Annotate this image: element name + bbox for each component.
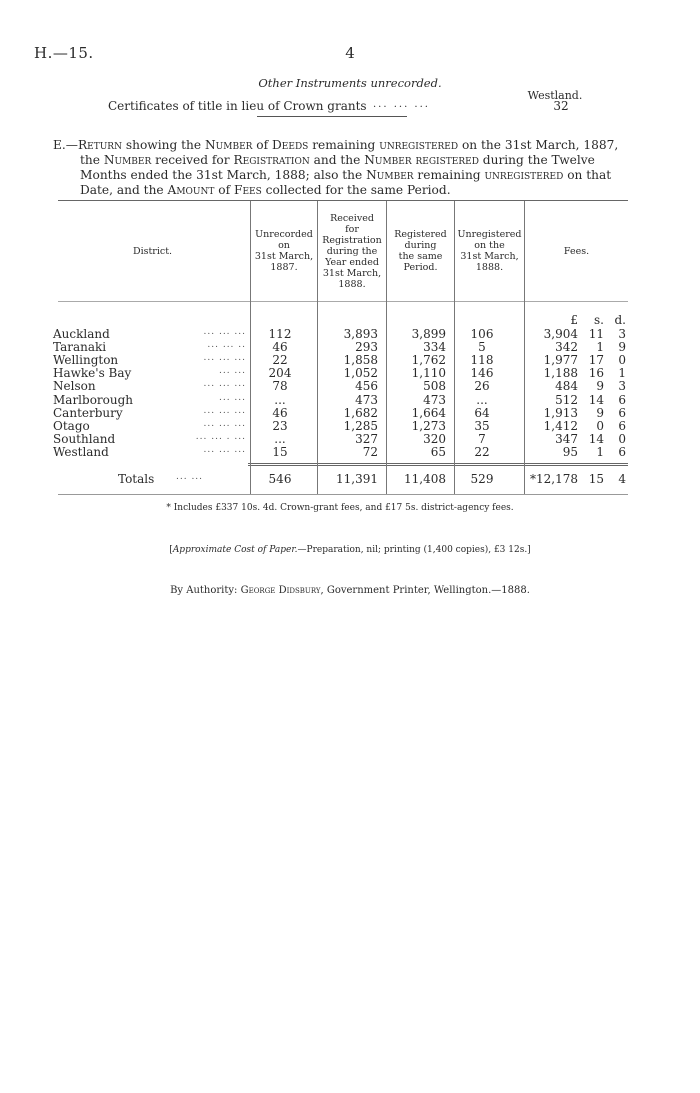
pence-cell: 3 — [618, 327, 626, 341]
header-received: Received for Registration during the Year ended 31st March, 1888. — [322, 213, 382, 290]
received-cell: 1,682 — [343, 405, 378, 420]
shillings-cell: 0 — [596, 418, 604, 433]
district-name: Otago — [53, 418, 90, 433]
pounds-cell: 342 — [555, 340, 578, 355]
cost-note: [Approximate Cost of Paper.—Preparation, nil; printing (1,400 copies), £3 12s.] — [169, 545, 531, 555]
registered-cell: 508 — [423, 379, 446, 394]
unrecorded-cell: 78 — [272, 379, 288, 394]
unregistered-cell: 5 — [478, 340, 486, 355]
unrecorded-cell: 546 — [268, 472, 292, 486]
pence-cell: 4 — [618, 472, 626, 486]
registered-cell: 320 — [423, 431, 446, 446]
unregistered-cell: 106 — [470, 327, 494, 341]
shillings-cell: 1 — [596, 340, 604, 355]
shillings-label: s. — [594, 313, 604, 327]
unregistered-cell: 64 — [474, 405, 490, 420]
unrecorded-cell: 22 — [272, 353, 288, 368]
pounds-cell: 3,904 — [543, 327, 578, 341]
unrecorded-cell: ... — [274, 392, 286, 407]
header-bottom-rule — [58, 301, 628, 302]
return-line: Months ended the 31st March, 1888; also the Number remaining unregistered on that — [80, 168, 612, 182]
pence-cell: 0 — [618, 353, 626, 368]
received-cell: 473 — [355, 392, 378, 407]
pence-cell: 6 — [618, 418, 626, 433]
shillings-cell: 9 — [596, 379, 604, 394]
table-row — [0, 406, 700, 419]
pounds-cell: 1,188 — [543, 366, 578, 381]
shillings-cell: 11 — [588, 327, 604, 341]
return-line: E.—Return showing the Number of Deeds remaining unregistered on the 31st March, 1887, — [53, 138, 619, 152]
table-bottom-rule — [58, 494, 628, 495]
district-name: Nelson — [53, 379, 96, 394]
return-line: Date, and the Amount of Fees collected for the same Period. — [80, 183, 451, 197]
table-row — [0, 353, 700, 366]
unregistered-cell: ... — [476, 392, 488, 407]
table-row — [0, 432, 700, 445]
district-name: Southland — [53, 431, 116, 446]
pounds-label: £ — [570, 313, 578, 327]
table-row — [0, 445, 700, 458]
totals-label: Totals — [118, 472, 155, 486]
totals-top-rule — [248, 463, 628, 464]
received-cell: 3,893 — [343, 327, 378, 341]
table-row — [0, 366, 700, 379]
pounds-cell: 1,977 — [543, 353, 578, 368]
table-row — [0, 327, 700, 340]
received-cell: 456 — [355, 379, 378, 394]
totals-top-rule-double — [248, 465, 628, 466]
document-reference: H.—15. — [34, 44, 94, 62]
leader-dots: ... ... ... — [203, 405, 246, 416]
totals-line — [0, 472, 700, 485]
received-cell: 1,052 — [343, 366, 378, 381]
leader-dots: ... ... ... — [203, 444, 246, 455]
leader-dots: ... ... ... — [203, 418, 246, 429]
received-cell: 293 — [355, 340, 378, 355]
currency-row — [0, 313, 700, 326]
registered-cell: 65 — [430, 444, 446, 459]
shillings-cell: 9 — [596, 405, 604, 420]
received-cell: 1,285 — [343, 418, 378, 433]
other-instruments-title: Other Instruments unrecorded. — [258, 76, 442, 90]
unrecorded-cell: 46 — [272, 405, 288, 420]
header-district: District. — [132, 246, 173, 257]
shillings-cell: 17 — [588, 353, 604, 368]
leader-dots: ... ... ... — [203, 327, 246, 337]
westland-column-heading: Westland. — [527, 89, 583, 102]
leader-dots: ... ... .. — [207, 340, 246, 351]
registered-cell: 11,408 — [404, 472, 446, 486]
pence-cell: 6 — [618, 392, 626, 407]
pence-cell: 6 — [618, 405, 626, 420]
pence-cell: 1 — [618, 366, 626, 381]
unregistered-cell: 146 — [470, 366, 494, 381]
unregistered-cell: 7 — [478, 431, 486, 446]
registered-cell: 1,110 — [411, 366, 446, 381]
registered-cell: 1,664 — [411, 405, 446, 420]
shillings-cell: 1 — [596, 444, 604, 459]
unregistered-cell: 118 — [470, 353, 494, 368]
received-cell: 1,858 — [343, 353, 378, 368]
unregistered-cell: 26 — [474, 379, 490, 394]
leader-dots: ... ... . ... — [195, 431, 246, 442]
received-cell: 72 — [362, 444, 378, 459]
district-name: Marlborough — [53, 392, 134, 407]
registered-cell: 1,273 — [411, 418, 446, 433]
leader-dots: ... ... — [218, 392, 246, 403]
authority-line: By Authority: George Didsbury, Government Printer, Wellington.—1888. — [170, 585, 530, 596]
unregistered-cell: 22 — [474, 444, 490, 459]
return-line: the Number received for Registration and the Number registered during the Twelve — [80, 153, 595, 167]
pounds-cell: 512 — [555, 392, 578, 407]
header-unrecorded: Unrecorded on 31st March, 1887. — [254, 229, 314, 273]
leader-dots: ... ... ... — [203, 353, 246, 364]
header-fees: Fees. — [563, 246, 590, 257]
registered-cell: 334 — [423, 340, 446, 355]
pounds-cell: 1,412 — [543, 418, 578, 433]
unregistered-cell: 529 — [470, 472, 494, 486]
table-row — [0, 340, 700, 353]
shillings-cell: 15 — [588, 472, 604, 486]
registered-cell: 1,762 — [411, 353, 446, 368]
pounds-cell: 1,913 — [543, 405, 578, 420]
leader-dots: ... ... ... — [203, 379, 246, 390]
pence-cell: 0 — [618, 431, 626, 446]
unrecorded-cell: 15 — [272, 444, 288, 459]
unrecorded-cell: ... — [274, 431, 286, 446]
received-cell: 11,391 — [336, 472, 378, 486]
unrecorded-cell: 112 — [268, 327, 292, 341]
pounds-cell: 347 — [555, 431, 578, 446]
header-unregistered: Unregistered on the 31st March, 1888. — [457, 229, 522, 273]
table-row — [0, 379, 700, 392]
unrecorded-cell: 23 — [272, 418, 288, 433]
received-cell: 327 — [355, 431, 378, 446]
table-top-rule — [58, 200, 628, 201]
unregistered-cell: 35 — [474, 418, 490, 433]
registered-cell: 3,899 — [411, 327, 446, 341]
district-name: Taranaki — [53, 340, 107, 355]
certificates-leader-dots: ... ... ... — [373, 99, 430, 110]
table-row — [0, 419, 700, 432]
district-name: Wellington — [53, 353, 119, 368]
leader-dots: ... ... — [176, 472, 204, 482]
pounds-cell: 95 — [562, 444, 578, 459]
unrecorded-cell: 46 — [272, 340, 288, 355]
page-number: 4 — [345, 44, 355, 62]
shillings-cell: 16 — [588, 366, 604, 381]
pounds-cell: 484 — [555, 379, 578, 394]
shillings-cell: 14 — [588, 431, 604, 446]
district-name: Canterbury — [53, 405, 123, 420]
unrecorded-cell: 204 — [268, 366, 292, 381]
certificates-value: 32 — [553, 99, 569, 113]
certificates-label: Certificates of title in lieu of Crown grants — [108, 99, 367, 113]
district-name: Westland — [53, 444, 109, 459]
pounds-cell: *12,178 — [530, 472, 578, 486]
district-name: Auckland — [53, 327, 110, 341]
registered-cell: 473 — [423, 392, 446, 407]
header-registered: Registered during the same Period. — [394, 229, 447, 273]
table-row — [0, 393, 700, 406]
pence-cell: 6 — [618, 444, 626, 459]
pence-cell: 3 — [618, 379, 626, 394]
shillings-cell: 14 — [588, 392, 604, 407]
footnote: * Includes £337 10s. 4d. Crown-grant fees, and £17 5s. district-agency fees. — [166, 503, 514, 513]
pence-label: d. — [614, 313, 626, 327]
pence-cell: 9 — [618, 340, 626, 355]
leader-dots: ... ... — [218, 366, 246, 377]
district-name: Hawke's Bay — [53, 366, 132, 381]
